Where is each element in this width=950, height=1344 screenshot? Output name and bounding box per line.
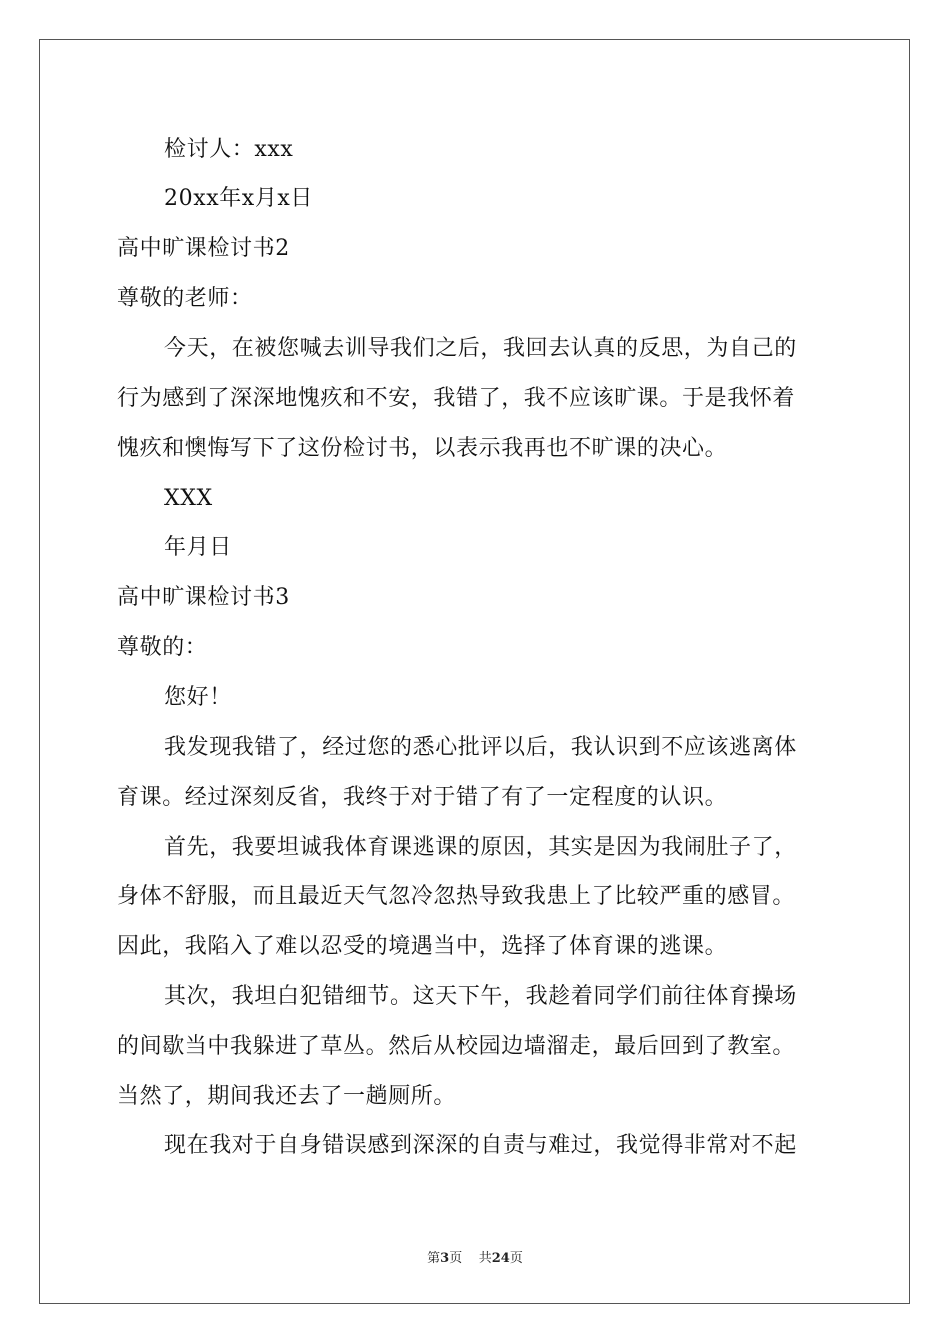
section-title: 高中旷课检讨书3	[117, 585, 290, 610]
paragraph-line: 因此，我陷入了难以忍受的境遇当中，选择了体育课的逃课。	[117, 934, 728, 959]
page-border	[39, 39, 910, 1304]
paragraph-line: 愧疚和懊悔写下了这份检讨书，以表示我再也不旷课的决心。	[117, 436, 728, 461]
salutation: 尊敬的老师：	[117, 286, 253, 311]
signature-name-line: XXX	[164, 486, 213, 511]
page-number: 3	[440, 1251, 450, 1266]
page-footer	[0, 1247, 950, 1266]
paragraph-line: 其次，我坦白犯错细节。这天下午，我趁着同学们前往体育操场	[164, 984, 797, 1009]
paragraph-line: 育课。经过深刻反省，我终于对于错了有了一定程度的认识。	[117, 785, 728, 810]
signature-date-line: 20xx年x月x日	[164, 186, 314, 211]
total-prefix: 共	[478, 1251, 492, 1266]
paragraph-line: 首先，我要坦诚我体育课逃课的原因，其实是因为我闹肚子了，	[164, 835, 797, 860]
paragraph-line: 现在我对于自身错误感到深深的自责与难过，我觉得非常对不起	[164, 1133, 797, 1158]
paragraph-line: 身体不舒服，而且最近天气忽冷忽热导致我患上了比较严重的感冒。	[117, 884, 796, 909]
signature-name-line: 检讨人：xxx	[164, 137, 294, 162]
paragraph-line: 当然了，期间我还去了一趟厕所。	[117, 1084, 457, 1109]
total-suffix: 页	[509, 1251, 523, 1266]
total-pages: 24	[491, 1251, 510, 1266]
page-prefix: 第	[427, 1251, 441, 1266]
salutation: 尊敬的：	[117, 635, 208, 660]
page-suffix: 页	[449, 1251, 463, 1266]
section-title: 高中旷课检讨书2	[117, 236, 290, 261]
paragraph-line: 行为感到了深深地愧疚和不安，我错了，我不应该旷课。于是我怀着	[117, 386, 796, 411]
paragraph-line: 今天，在被您喊去训导我们之后，我回去认真的反思，为自己的	[164, 336, 797, 361]
paragraph-line: 我发现我错了，经过您的悉心批评以后，我认识到不应该逃离体	[164, 735, 797, 760]
signature-date-line: 年月日	[164, 535, 232, 560]
greeting: 您好！	[164, 685, 232, 710]
paragraph-line: 的间歇当中我躲进了草丛。然后从校园边墙溜走，最后回到了教室。	[117, 1034, 796, 1059]
